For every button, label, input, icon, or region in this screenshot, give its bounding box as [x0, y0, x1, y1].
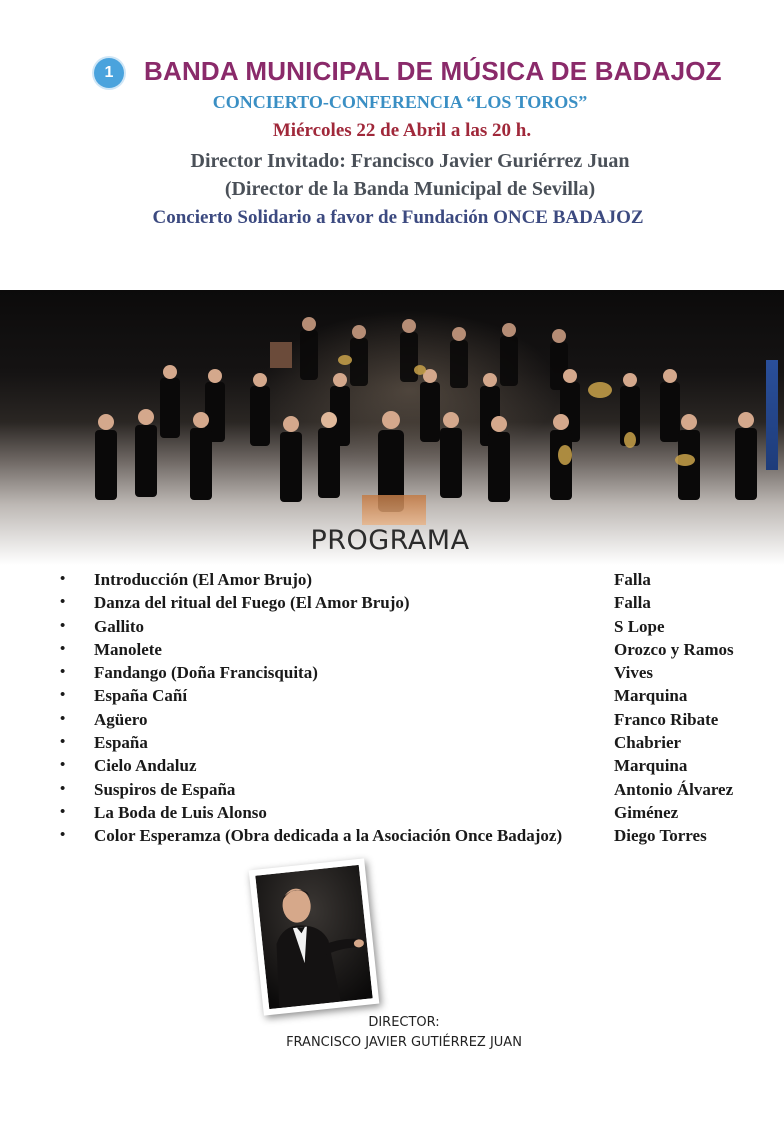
drum — [270, 342, 292, 368]
composer: Chabrier — [614, 733, 682, 753]
work-title: La Boda de Luis Alonso — [94, 802, 267, 822]
director-portrait — [249, 858, 380, 1015]
composer: Falla — [614, 570, 651, 589]
composer: Diego Torres — [614, 826, 707, 846]
list-item — [0, 801, 784, 824]
work-title: Color Esperamza (Obra dedicada a la Asociación Once Badajoz) — [94, 826, 563, 846]
work-title: Cielo Andaluz — [94, 756, 197, 776]
composer: Giménez — [614, 802, 679, 822]
list-item — [0, 568, 784, 591]
program-list — [0, 568, 784, 848]
band-title: BANDA MUNICIPAL DE MÚSICA DE BADAJOZ — [144, 56, 722, 86]
composer: Orozco y Ramos — [614, 639, 734, 659]
bullet: • — [60, 803, 66, 820]
header — [0, 0, 784, 290]
composer: Falla — [614, 593, 651, 613]
list-item — [0, 731, 784, 754]
work-title: Gallito — [94, 616, 145, 636]
work-title: Suspiros de España — [94, 779, 236, 799]
flag — [766, 360, 778, 470]
podium — [362, 495, 426, 525]
work-title: Agüero — [94, 709, 148, 729]
concert-subtitle: CONCIERTO-CONFERENCIA “LOS TOROS” — [212, 92, 588, 112]
director-label: DIRECTOR: — [368, 1015, 440, 1030]
bullet: • — [60, 594, 66, 611]
guest-director-role: (Director de la Banda Municipal de Sevilla) — [224, 178, 596, 200]
composer: Marquina — [614, 756, 688, 776]
bullet: • — [60, 757, 66, 774]
director-name: FRANCISCO JAVIER GUTIÉRREZ JUAN — [286, 1035, 522, 1050]
composer: Antonio Álvarez — [614, 779, 734, 799]
bullet: • — [60, 664, 66, 681]
bullet: • — [60, 617, 66, 634]
work-title: Introducción (El Amor Brujo) — [94, 570, 313, 589]
program-heading: PROGRAMA — [310, 525, 470, 556]
composer: Vives — [614, 663, 654, 683]
charity-line: Concierto Solidario a favor de Fundación ONCE BADAJOZ — [152, 207, 644, 228]
work-title: Danza del ritual del Fuego (El Amor Brujo) — [94, 593, 410, 613]
list-item — [0, 591, 784, 614]
list-item — [0, 615, 784, 638]
list-item — [0, 661, 784, 684]
bullet: • — [60, 827, 66, 844]
bullet: • — [60, 710, 66, 727]
work-title: Manolete — [94, 639, 162, 659]
composer: Marquina — [614, 686, 688, 706]
bullet: • — [60, 687, 66, 704]
number-badge: 1 — [94, 58, 124, 88]
composer: S Lope — [614, 616, 665, 636]
guest-director: Director Invitado: Francisco Javier Guriérrez Juan — [190, 150, 630, 172]
band-photo — [0, 290, 784, 565]
work-title: Fandango (Doña Francisquita) — [94, 663, 318, 683]
list-item — [0, 638, 784, 661]
list-item — [0, 824, 784, 847]
composer: Franco Ribate — [614, 709, 719, 729]
director-portrait-image — [255, 865, 372, 1009]
bullet: • — [60, 640, 66, 657]
bullet: • — [60, 571, 66, 587]
concert-date: Miércoles 22 de Abril a las 20 h. — [272, 120, 532, 141]
work-title: España — [94, 733, 148, 753]
work-title: España Cañí — [94, 686, 188, 706]
list-item — [0, 684, 784, 707]
list-item — [0, 708, 784, 731]
list-item — [0, 778, 784, 801]
list-item — [0, 754, 784, 777]
bullet: • — [60, 780, 66, 797]
bullet: • — [60, 734, 66, 751]
